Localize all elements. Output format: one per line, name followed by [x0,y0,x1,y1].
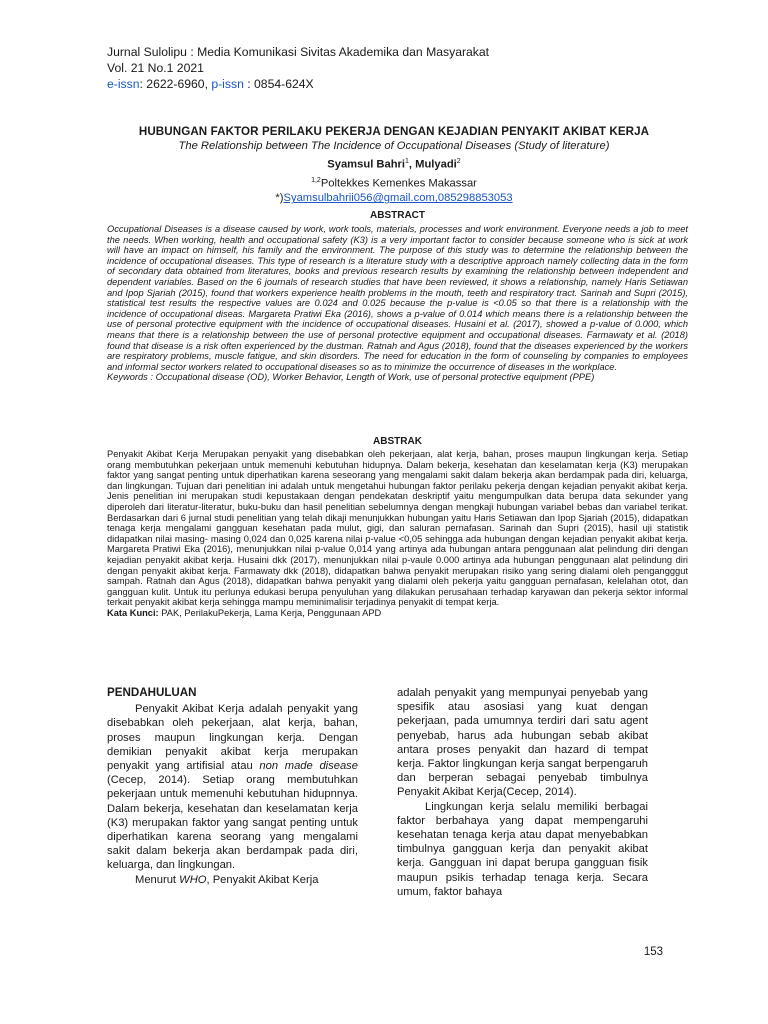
paper-title: HUBUNGAN FAKTOR PERILAKU PEKERJA DENGAN KEJADIAN PENYAKIT AKIBAT KERJA [138,125,650,138]
paragraph [107,873,358,887]
paragraph: adalah penyakit yang mempunyai penyebab yang spesifik atau asosiasi yang kuat dengan pekerjaan, pada umumnya terdiri dari satu agent penyebab, harus ada hubungan sebab akibat antara proses penyakit dan hazard di tempat kerja. Faktor lingkungan kerja sangat berpengaruh dan berperan sebagai penyebab timbulnya Penyakit Akibat Kerja(Cecep, 2014). [397,687,648,799]
keywords-label: Keywords : [107,372,156,383]
pissn-link[interactable]: p-issn [211,77,244,91]
paragraph-italic: non made disease [259,760,359,773]
page-number: 153 [643,946,663,958]
pissn-value: : 0854-624X [243,77,314,91]
kata-kunci-label: Kata Kunci: [107,607,162,618]
paragraph-text: Menurut [135,873,180,886]
paragraph-text: (Cecep, 2014). Setiap orang membutuhkan pekerjaan untuk memenuhi kebutuhan hidupnnya. Dalam bekerja, kesehatan dan keselamatan kerja (K3) merupakan faktor yang sangat penting untuk diperhatikan karena seorang yang mengalami sakit dalam bekerja akan berdampak pada diri, keluarga, dan lingkungan. [107,774,358,872]
journal-issn [107,76,489,92]
affiliation [100,173,688,192]
kata-kunci: PAK, PerilakuPekerja, Lama Kerja, Penggunaan APD [161,607,382,618]
abstract-english [107,224,688,383]
paragraph-text: Penyakit Akibat Kerja adalah penyakit yang disebabkan oleh pekerjaan, alat kerja, bahan, proses maupun lingkungan kerja. Dengan demikian penyakit akibat kerja merupakan penyakit yang artifisial atau [107,703,358,773]
body-column-left [107,686,358,887]
keywords-english: Occupational disease (OD), Worker Behavior, Length of Work, use of personal protective equipment (PPE) [155,372,595,383]
email-link[interactable]: Syamsulbahrii056@gmail.com,085298853053 [283,192,513,205]
journal-header [107,44,489,92]
contact-email [100,191,688,206]
title-block [100,124,688,206]
paragraph-italic: WHO [179,873,207,886]
affiliation-name: Poltekkes Kemenkes Makassar [320,177,477,190]
paper-title-english: The Relationship between The Incidence of Occupational Diseases (Study of literature) [178,140,610,152]
body-column-right [397,686,648,899]
eissn-link[interactable]: e-issn [107,77,140,91]
abstract-heading: ABSTRACT [370,210,425,221]
section-title: PENDAHULUAN [107,686,197,699]
abstrak-text: Penyakit Akibat Kerja Merupakan penyakit yang disebabkan oleh pekerjaan, alat kerja, bahan, proses maupun lingkungan kerja. Setiap orang membutuhkan pekerjaan untuk memenuhi kebutuhan hidupnya. Dalam bekerja, kesehatan dan keselamatan kerja (K3) merupakan faktor yang sangat penting untuk diperhatikan karena seseorang yang mengalami sakit dalam bekerja akan berdampak pada diri, keluarga, dan lingkungan. Tujuan dari penelitian ini adalah untuk mengetahui hubungan faktor perilaku pekerja dengan kejadian penyakit akibat kerja. Jenis penelitian ini merupakan studi kepustakaan dengan pendekatan deskriptif yaitu mengumpulkan data berupa data sekunder yang diperoleh dari literatur-literatur, buku-buku dan hasil penelitian sebelumnya dengan mengkaji hubungan variabel bebas dan variabel terikat. Berdasarkan dari 6 jurnal studi penelitian yang telah dikaji menunjukkan hubungan yaitu Haris Setiawan dan Ipop Sjariah (2015), didapatkan tenaga kerja mengalami gangguan kesehatan pada mulut, gigi, dan saluran pernafasan. Sarinah dan Supri (2015), hasil uji statistik didapatkan nilai masing- masing 0,024 dan 0,025 karena nilai p-value <0,05 sehingga ada hubungan dengan kejadian penyakit akibat kerja. Margareta Pratiwi Eka (2016), menunjukkan nilai p-value 0,014 yang artinya ada hubungan antara penggunaan alat pelindung diri dengan kejadian penyakit akibat kerja. Husaini dkk (2017), menunjukkan nilai p-vaule 0.000 artinya ada hubungan penggunaan alat pelindung diri dengan penyakit akibat kerja. Farmawaty dkk (2018), didapatkan bahwa penyakit merupakan risiko yang sering dialami oleh pengangggut sampah. Ratnah dan Agus (2018), didapatkan bahwa penyakit yang dialami oleh pekerja yaitu gangguan pernafasan, kelelahan otot, dan gangguan kulit. Untuk itu perlunya edukasi berupa penyuluhan yang dilakukan perusahaan terhadap karyawan dan pekerja sektor informal terkait penyakit akibat kerja sehingga mampu meminimalisir terjadinya penyakit di tempat kerja. [107,449,688,608]
affiliation-mark: 1,2 [311,176,321,184]
author-list [100,154,688,173]
author-1: Syamsul Bahri [327,158,406,171]
abstract-english-text: Occupational Diseases is a disease caused by work, work tools, materials, processes and work environment. Everyone needs a job to meet the needs. When working, health and occupational safety (K3) is a very important factor to consider because someone who is sick at work will have an impact on himself, his family and the environment. The purpose of this study was to determine the relationship between the incidence of occupational diseases. This type of research is a literature study with a descriptive approach namely collecting data in the form of secondary data obtained from literatures, books and previous research results by examining the relationship between independent and dependent variables. Based on the 6 journals of research studies that have been reviewed, it shows a relationship, namely Haris Setiawan and Ipop Sjariah (2015), found that workers experience health problems in the mouth, teeth and respiratory tract. Sarinah and Supri (2015), statistical test results the respective values are 0.024 and 0.025 because the p-value is <0.05 so that there is a relationship with the incidence of occupational diseas. Margareta Pratiwi Eka (2016), shows a p-value of 0.014 which means there is a relationship between the use of personal protective equipment with the incidence of occupational diseases. Husaini et al. (2017), showed a p-value of 0.000, which means that there is a relationship between the use of personal protective equipment and occupational diseases. Farmawaty et al. (2018) found that disease is a risk often experienced by the dustman. Ratnah and Agus (2018), found that the diseases experienced by the workers are respiratory problems, muscle fatigue, and skin disorders. The need for education in the form of counseling by companies to employees and informal sector workers related to occupational diseases so as to minimize the occurrence of diseases in the workplace. [107,224,688,372]
author-1-affil-mark: 1 [405,158,409,165]
paragraph [107,702,358,872]
abstrak-indonesian [107,449,688,619]
journal-name: Jurnal Sulolipu : Media Komunikasi Sivitas Akademika dan Masyarakat [107,45,490,59]
journal-volume: Vol. 21 No.1 2021 [107,61,204,75]
abstrak-heading: ABSTRAK [373,436,422,447]
email-prefix: *) [275,192,284,205]
paragraph: Lingkungan kerja selalu memiliki berbagai faktor berbahaya yang dapat mempengaruhi kesehatan tenaga kerja atau dapat menyebabkan timbulnya gangguan kerja dan penyakit akibat kerja. Gangguan ini dapat berupa gangguan fisik maupun psikis terhadap tenaga kerja. Secara umum, faktor bahaya [397,800,648,898]
paragraph-text: , Penyakit Akibat Kerja [206,873,319,886]
eissn-value: : 2622-6960, [139,77,212,91]
author-2: , Mulyadi [408,158,457,171]
author-2-affil-mark: 2 [456,158,461,165]
